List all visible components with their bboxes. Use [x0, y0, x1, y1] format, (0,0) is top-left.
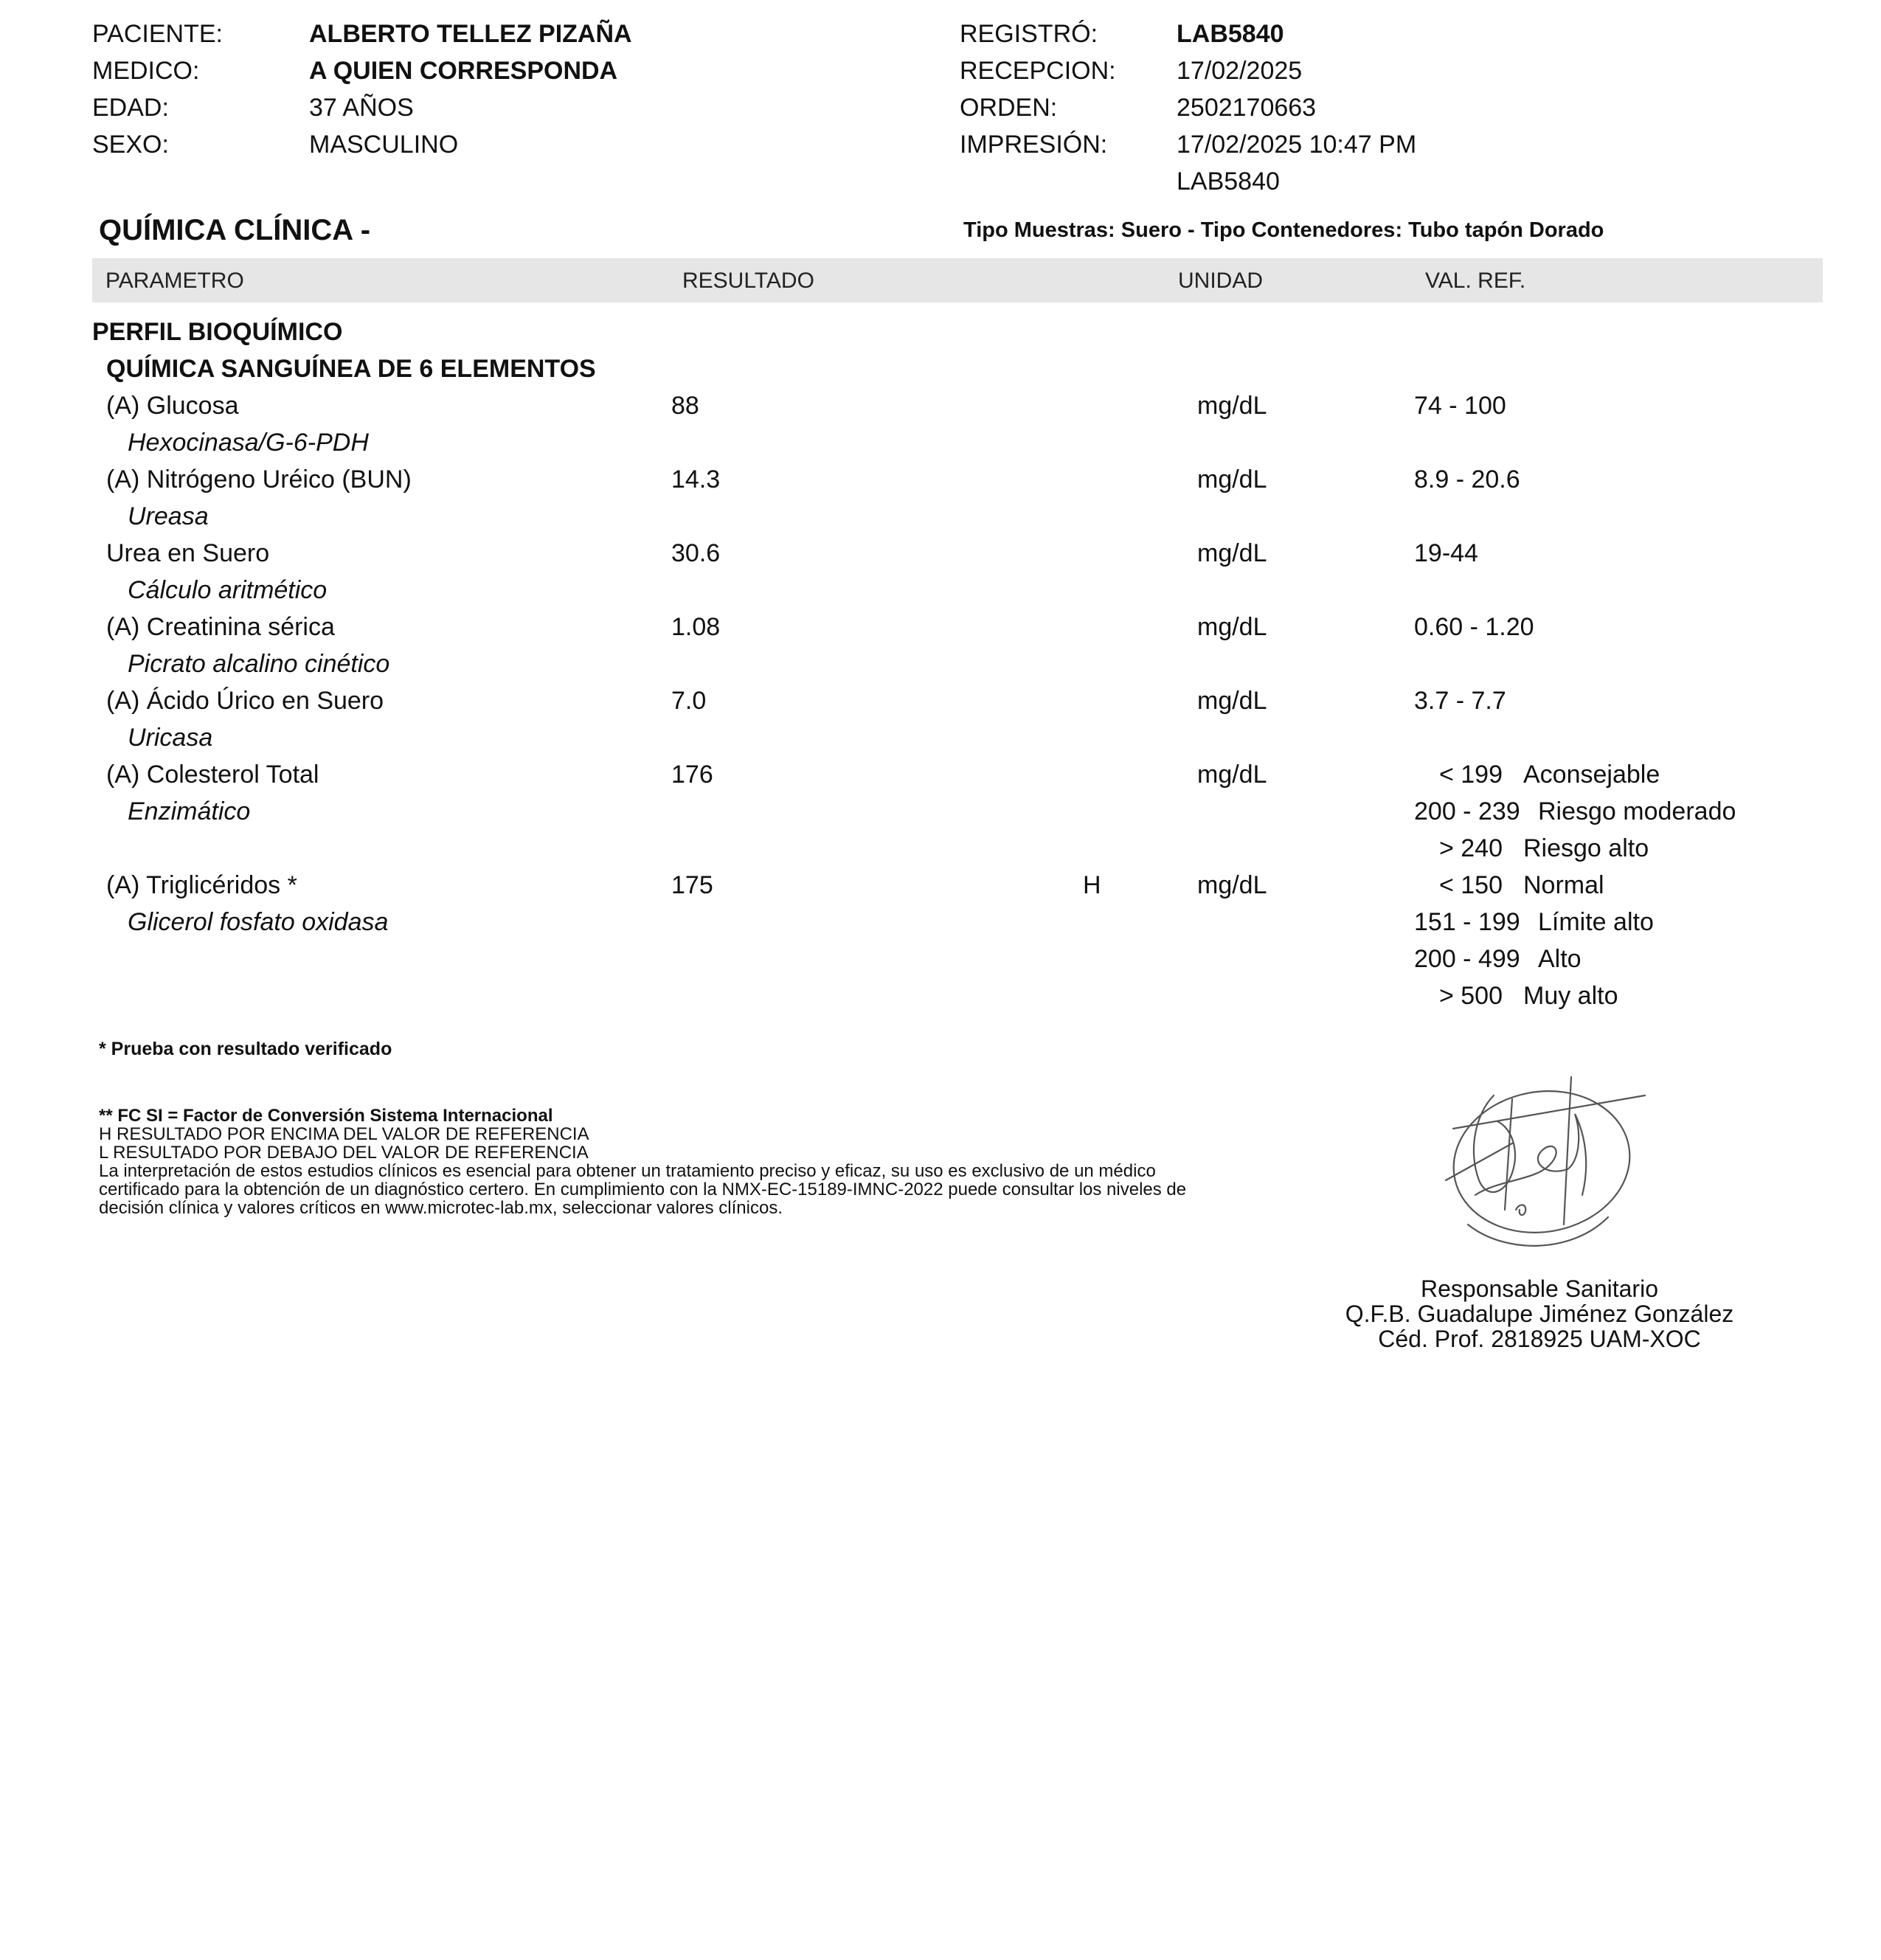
test-name: (A) Nitrógeno Uréico (BUN) [106, 465, 412, 494]
ref-range: < 150 [1438, 871, 1503, 899]
ref-label: Alto [1538, 945, 1582, 973]
test-unit: mg/dL [1197, 392, 1267, 420]
registry-label: REGISTRÓ: [960, 20, 1098, 48]
doctor-label: MEDICO: [92, 57, 200, 85]
test-result: 176 [671, 761, 713, 789]
high-note: H RESULTADO POR ENCIMA DEL VALOR DE REFERENCIA [99, 1124, 589, 1144]
ref-range: 200 - 239 [1414, 797, 1520, 825]
verified-note: * Prueba con resultado verificado [99, 1039, 392, 1059]
test-result: 7.0 [671, 687, 707, 715]
test-unit: mg/dL [1197, 761, 1267, 789]
test-unit: mg/dL [1197, 613, 1267, 641]
test-ref: 8.9 - 20.6 [1414, 465, 1520, 494]
test-method: Enzimático [128, 797, 251, 825]
ref-label: Muy alto [1523, 982, 1618, 1010]
test-ref: 0.60 - 1.20 [1414, 613, 1534, 641]
ref-label: Aconsejable [1523, 761, 1660, 789]
ref-range: > 240 [1438, 834, 1503, 862]
interpretation-line: La interpretación de estos estudios clínicos es esencial para obtener un tratamiento preciso y eficaz, su uso es exclusivo de un médico [99, 1161, 1156, 1181]
sex-label: SEXO: [92, 131, 169, 159]
test-ref: 74 - 100 [1414, 392, 1506, 420]
test-method: Uricasa [128, 724, 213, 752]
test-name: (A) Creatinina sérica [106, 613, 335, 641]
test-result: 175 [671, 871, 713, 899]
doctor-name: A QUIEN CORRESPONDA [309, 57, 618, 85]
test-unit: mg/dL [1197, 871, 1267, 899]
test-method: Picrato alcalino cinético [128, 650, 390, 678]
responsible-name: Q.F.B. Guadalupe Jiménez González [1345, 1301, 1734, 1327]
fc-note: ** FC SI = Factor de Conversión Sistema Internacional [99, 1106, 553, 1126]
responsible-role: Responsable Sanitario [1421, 1275, 1658, 1302]
test-ref: 3.7 - 7.7 [1414, 687, 1506, 715]
ref-label: Riesgo alto [1523, 834, 1649, 862]
patient-label: PACIENTE: [92, 20, 223, 48]
patient-name: ALBERTO TELLEZ PIZAÑA [309, 20, 632, 48]
interpretation-line: decisión clínica y valores críticos en www.microtec-lab.mx, seleccionar valores clínicos. [99, 1198, 783, 1218]
ref-range: 151 - 199 [1414, 908, 1520, 936]
profile-title: PERFIL BIOQUÍMICO [92, 318, 343, 346]
ref-range: > 500 [1438, 982, 1503, 1010]
section-title: QUÍMICA CLÍNICA - [99, 214, 371, 246]
ref-label: Riesgo moderado [1538, 797, 1736, 825]
column-header [92, 258, 1823, 302]
test-method: Hexocinasa/G-6-PDH [128, 429, 369, 457]
test-name: (A) Glucosa [106, 392, 239, 420]
order-value: 2502170663 [1177, 94, 1317, 122]
reception-label: RECEPCION: [960, 57, 1116, 85]
test-unit: mg/dL [1197, 539, 1267, 567]
age-value: 37 AÑOS [309, 94, 414, 122]
ref-label: Normal [1523, 871, 1604, 899]
ref-range: < 199 [1438, 761, 1503, 789]
col-result: RESULTADO [682, 269, 814, 293]
ref-range: 200 - 499 [1414, 945, 1520, 973]
test-result: 88 [671, 392, 699, 420]
signature-icon [1424, 1070, 1667, 1261]
test-ref: 19-44 [1414, 539, 1478, 567]
responsible-license: Céd. Prof. 2818925 UAM-XOC [1378, 1326, 1701, 1352]
test-unit: mg/dL [1197, 687, 1267, 715]
test-result: 30.6 [671, 539, 721, 567]
sex-value: MASCULINO [309, 131, 459, 159]
test-result: 1.08 [671, 613, 721, 641]
low-note: L RESULTADO POR DEBAJO DEL VALOR DE REFERENCIA [99, 1143, 589, 1163]
reception-value: 17/02/2025 [1177, 57, 1303, 85]
col-unit: UNIDAD [1178, 269, 1264, 293]
test-name: (A) Triglicéridos * [106, 871, 297, 899]
ref-label: Límite alto [1538, 908, 1654, 936]
test-flag: H [1083, 871, 1101, 899]
col-ref: VAL. REF. [1425, 269, 1526, 293]
test-name: Urea en Suero [106, 539, 270, 567]
print-label: IMPRESIÓN: [960, 131, 1108, 159]
test-name: (A) Ácido Úrico en Suero [106, 687, 384, 715]
sample-info: Tipo Muestras: Suero - Tipo Contenedores: Tubo tapón Dorado [963, 218, 1604, 242]
test-name: (A) Colesterol Total [106, 761, 319, 789]
group-title: QUÍMICA SANGUÍNEA DE 6 ELEMENTOS [106, 355, 596, 383]
test-method: Cálculo aritmético [128, 576, 328, 604]
print-value: 17/02/2025 10:47 PM [1177, 131, 1417, 159]
order-label: ORDEN: [960, 94, 1058, 122]
interpretation-line: certificado para la obtención de un diagnóstico certero. En cumplimiento con la NMX-EC-15189-IMNC-2022 puede consultar los niveles de [99, 1180, 1187, 1199]
test-method: Ureasa [128, 502, 209, 530]
col-param: PARAMETRO [105, 269, 244, 293]
test-method: Glicerol fosfato oxidasa [128, 908, 389, 936]
age-label: EDAD: [92, 94, 169, 122]
test-unit: mg/dL [1197, 465, 1267, 494]
print-user: LAB5840 [1177, 167, 1280, 195]
registry-value: LAB5840 [1177, 20, 1284, 48]
test-result: 14.3 [671, 465, 721, 494]
